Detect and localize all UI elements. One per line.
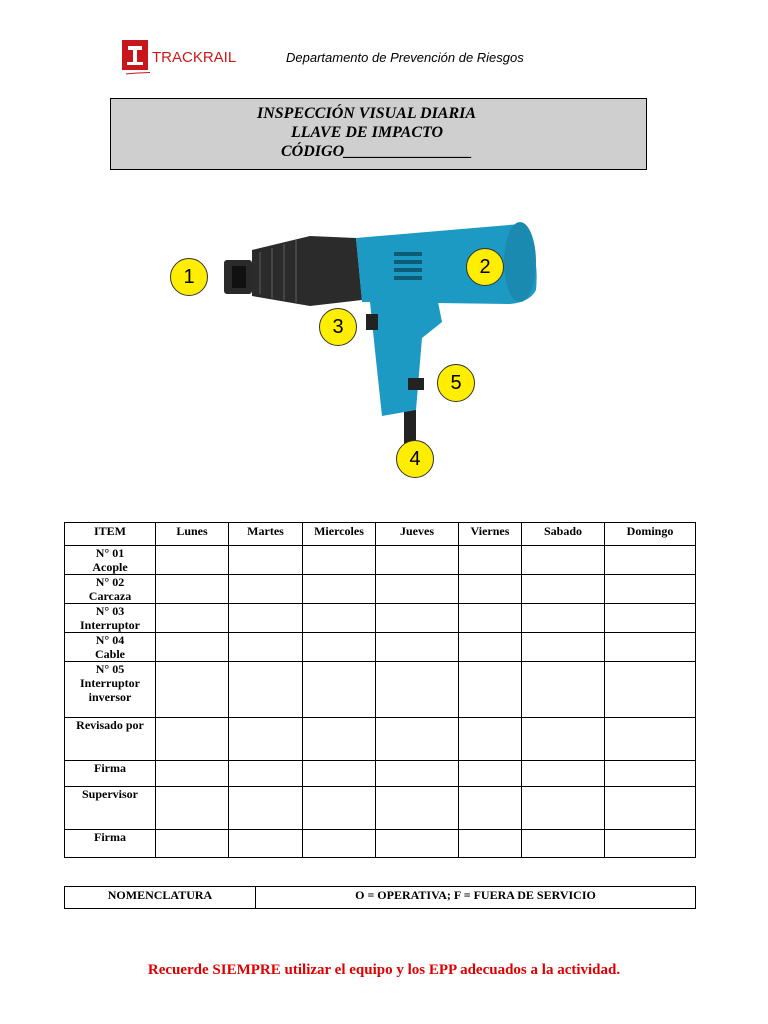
day-cell[interactable] <box>522 662 605 718</box>
day-cell[interactable] <box>303 662 376 718</box>
department-title: Departamento de Prevención de Riesgos <box>286 50 524 65</box>
day-cell[interactable] <box>229 787 303 830</box>
nomenclature-value: O = OPERATIVA; F = FUERA DE SERVICIO <box>256 887 696 909</box>
inspection-table <box>64 522 696 858</box>
day-cell[interactable] <box>459 787 522 830</box>
nomenclature-table <box>64 886 696 909</box>
column-header: Jueves <box>376 523 459 546</box>
day-cell[interactable] <box>459 718 522 761</box>
day-cell[interactable] <box>376 575 459 604</box>
day-cell[interactable] <box>229 830 303 858</box>
day-cell[interactable] <box>605 718 696 761</box>
day-cell[interactable] <box>605 575 696 604</box>
day-cell[interactable] <box>522 575 605 604</box>
day-cell[interactable] <box>303 830 376 858</box>
day-cell[interactable] <box>156 787 229 830</box>
day-cell[interactable] <box>459 575 522 604</box>
callout-3: 3 <box>319 308 357 346</box>
day-cell[interactable] <box>156 662 229 718</box>
day-cell[interactable] <box>229 546 303 575</box>
day-cell[interactable] <box>459 761 522 787</box>
table-row <box>65 761 696 787</box>
day-cell[interactable] <box>156 761 229 787</box>
callout-2: 2 <box>466 248 504 286</box>
day-cell[interactable] <box>376 633 459 662</box>
logo-text: TRACKRAIL <box>152 49 237 66</box>
callout-1: 1 <box>170 258 208 296</box>
day-cell[interactable] <box>156 718 229 761</box>
day-cell[interactable] <box>376 830 459 858</box>
table-row <box>65 575 696 604</box>
day-cell[interactable] <box>605 546 696 575</box>
column-header: Domingo <box>605 523 696 546</box>
day-cell[interactable] <box>156 604 229 633</box>
day-cell[interactable] <box>376 604 459 633</box>
day-cell[interactable] <box>522 787 605 830</box>
day-cell[interactable] <box>376 787 459 830</box>
table-row <box>65 718 696 761</box>
trackrail-logo <box>122 38 242 82</box>
day-cell[interactable] <box>605 662 696 718</box>
column-header: Viernes <box>459 523 522 546</box>
nomenclature-label: NOMENCLATURA <box>65 887 256 909</box>
form-title-box <box>110 98 647 170</box>
day-cell[interactable] <box>376 546 459 575</box>
column-header: Sabado <box>522 523 605 546</box>
callout-4: 4 <box>396 440 434 478</box>
day-cell[interactable] <box>229 604 303 633</box>
day-cell[interactable] <box>376 761 459 787</box>
day-cell[interactable] <box>303 546 376 575</box>
table-row <box>65 633 696 662</box>
nomenclature-row <box>65 887 696 909</box>
day-cell[interactable] <box>459 546 522 575</box>
item-cell: Firma <box>65 761 156 787</box>
day-cell[interactable] <box>459 633 522 662</box>
day-cell[interactable] <box>303 633 376 662</box>
day-cell[interactable] <box>303 761 376 787</box>
column-header: Martes <box>229 523 303 546</box>
day-cell[interactable] <box>229 633 303 662</box>
day-cell[interactable] <box>459 662 522 718</box>
day-cell[interactable] <box>376 718 459 761</box>
day-cell[interactable] <box>229 575 303 604</box>
day-cell[interactable] <box>522 546 605 575</box>
table-header-row <box>65 523 696 546</box>
table-row <box>65 604 696 633</box>
form-subtitle: LLAVE DE IMPACTO <box>291 124 444 141</box>
day-cell[interactable] <box>605 761 696 787</box>
day-cell[interactable] <box>522 718 605 761</box>
item-cell: Supervisor <box>65 787 156 830</box>
safety-reminder: Recuerde SIEMPRE utilizar el equipo y los EPP adecuados a la actividad. <box>147 962 621 978</box>
day-cell[interactable] <box>303 787 376 830</box>
day-cell[interactable] <box>376 662 459 718</box>
table-row <box>65 830 696 858</box>
day-cell[interactable] <box>303 718 376 761</box>
item-cell: Firma <box>65 830 156 858</box>
form-title: INSPECCIÓN VISUAL DIARIA <box>257 105 477 122</box>
day-cell[interactable] <box>156 830 229 858</box>
day-cell[interactable] <box>459 830 522 858</box>
day-cell[interactable] <box>605 604 696 633</box>
table-row <box>65 787 696 830</box>
item-cell: N° 05 Interruptor inversor <box>65 662 156 718</box>
table-row <box>65 662 696 718</box>
day-cell[interactable] <box>303 604 376 633</box>
day-cell[interactable] <box>605 633 696 662</box>
day-cell[interactable] <box>156 546 229 575</box>
day-cell[interactable] <box>605 787 696 830</box>
item-cell: N° 04 Cable <box>65 633 156 662</box>
item-cell: N° 01 Acople <box>65 546 156 575</box>
day-cell[interactable] <box>156 633 229 662</box>
column-header: ITEM <box>65 523 156 546</box>
day-cell[interactable] <box>156 575 229 604</box>
day-cell[interactable] <box>229 761 303 787</box>
day-cell[interactable] <box>229 718 303 761</box>
item-cell: Revisado por <box>65 718 156 761</box>
rail-logo-icon <box>122 38 150 78</box>
item-cell: N° 02 Carcaza <box>65 575 156 604</box>
day-cell[interactable] <box>522 604 605 633</box>
day-cell[interactable] <box>522 633 605 662</box>
day-cell[interactable] <box>303 575 376 604</box>
code-field: CÓDIGO________________ <box>281 143 473 160</box>
callout-5: 5 <box>437 364 475 402</box>
item-cell: N° 03 Interruptor <box>65 604 156 633</box>
day-cell[interactable] <box>229 662 303 718</box>
table-row <box>65 546 696 575</box>
day-cell[interactable] <box>522 830 605 858</box>
column-header: Miercoles <box>303 523 376 546</box>
day-cell[interactable] <box>459 604 522 633</box>
day-cell[interactable] <box>605 830 696 858</box>
column-header: Lunes <box>156 523 229 546</box>
day-cell[interactable] <box>522 761 605 787</box>
